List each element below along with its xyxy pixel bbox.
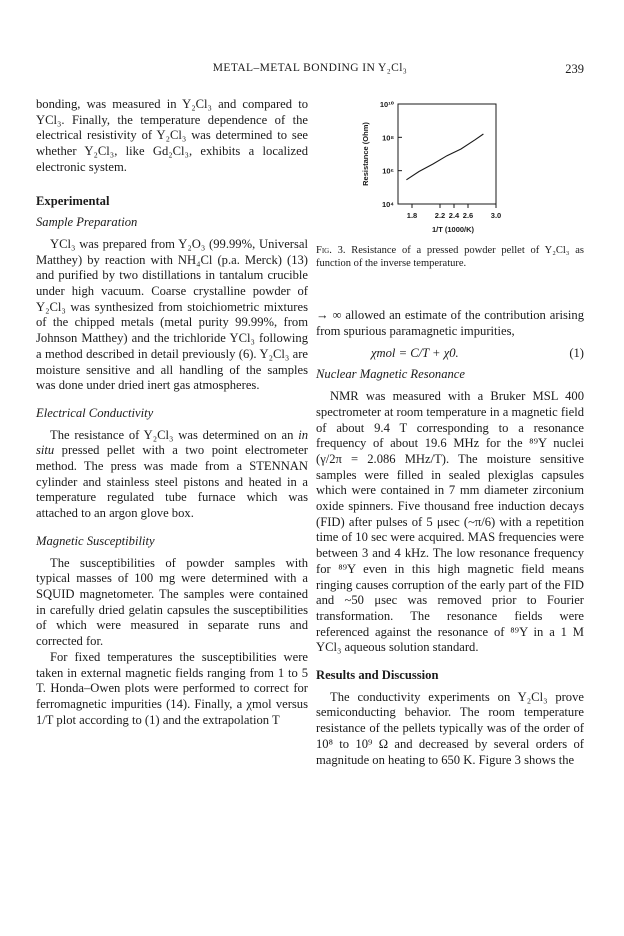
text-run: pressed pellet with a two point electrometer method. The press was made from a STENNAN cylinder and stainless steel pistons and heated in a temperature regulated tube furnace which was attached to an argon glove box. — [36, 443, 308, 521]
paragraph-nmr: NMR was measured with a Bruker MSL 400 spectrometer at room temperature in a magnetic field of about 9.4 T corresponding to a resonance frequency of about 19.6 MHz for the ⁸⁹Y nuclei (γ/2π = 2.086 MHz/T). The moisture sensitive samples were filled in sealed plexiglas capsules which were contained in 7 mm diameter zirconium oxide spinners. Five thousand free induction decays (FID) after pulses of 5 μsec (~π/6) with a repetition time of 10 sec were acquired. MAS frequencies were between 3 and 4 kHz. The low resonance frequency for ⁸⁹Y even in this high magnetic field means ringing causes corruption of the early part of the FID and ~50 μsec was removed prior to Fourier transformation. The resonance fields were referenced against the resonance of ⁸⁹Y in a 1 M YCl₃ aqueous solution standard. — [316, 389, 584, 655]
y-tick-label: 10⁴ — [381, 200, 394, 209]
figure-3 — [316, 92, 584, 302]
paragraph-continuation: → ∞ allowed an estimate of the contribution arising from spurious paramagnetic impurities, — [316, 308, 584, 338]
left-column — [36, 97, 308, 728]
y-tick-label: 10⁸ — [382, 133, 394, 143]
text-run: The resistance of Y₂Cl₃ was determined on an — [50, 427, 299, 442]
x-tick-label: 2.4 — [448, 211, 460, 220]
page-header — [36, 62, 584, 78]
series-line — [406, 134, 483, 180]
subheading-nmr: Nuclear Magnetic Resonance — [316, 367, 465, 382]
figure-label: Fig. 3. — [316, 245, 346, 256]
equation-body: χmol = C/T + χ0. — [371, 346, 459, 361]
x-tick-label: 2.2 — [434, 211, 446, 220]
subheading-magnetic-susceptibility: Magnetic Susceptibility — [36, 533, 155, 548]
page-number: 239 — [565, 62, 584, 76]
paragraph-magnetic-susceptibility: The susceptibilities of powder samples with typical masses of 100 mg were determined with a SQUID magnetometer. The samples were contained in carefully dried gelatin capsules the susceptibilities of which were measured in separate runs and corrected for. — [36, 555, 308, 649]
x-tick-label: 1.8 — [406, 211, 418, 220]
paragraph-results: The conductivity experiments on Y₂Cl₃ prove semiconducting behavior. The room temperature resistance of the pellets typically was of the order of 10⁸ to 10⁹ Ω and decreased by several orders of magnitude on heating to 650 K. Figure 3 shows the — [316, 689, 584, 767]
y-tick-label: 10⁶ — [382, 166, 394, 176]
section-heading-results: Results and Discussion — [316, 668, 439, 683]
subheading-sample-preparation: Sample Preparation — [36, 215, 138, 230]
figure-caption-text: Resistance of a pressed powder pellet of Y₂Cl₃ as function of the inverse temperature. — [316, 245, 584, 269]
x-tick-label: 2.6 — [462, 211, 474, 220]
x-tick-label: 3.0 — [490, 211, 502, 220]
section-heading-experimental: Experimental — [36, 193, 110, 208]
y-axis-label: Resistance (Ohm) — [361, 122, 370, 186]
plot-frame — [398, 104, 496, 204]
figure-caption — [316, 244, 584, 270]
x-axis-label: 1/T (1000/K) — [431, 225, 475, 234]
resistance-chart — [316, 92, 584, 242]
subheading-electrical-conductivity: Electrical Conductivity — [36, 405, 154, 420]
right-column — [316, 308, 584, 768]
equation-number: (1) — [569, 346, 584, 361]
intro-paragraph: bonding, was measured in Y₂Cl₃ and compared to YCl₃. Finally, the temperature dependence of the electrical resistivity of Y₂Cl₃ was determined to see whether Y₂Cl₃, like Gd₂Cl₃, exhibits a localized electronic system. — [36, 97, 308, 174]
running-head: METAL–METAL BONDING IN Y₂Cl₃ — [212, 62, 408, 74]
paragraph-electrical-conductivity — [36, 428, 308, 522]
paragraph-fixed-temperatures: For fixed temperatures the susceptibilities were taken in external magnetic fields ranging from 1 to 5 T. Honda–Owen plots were performed to correct for ferromagnetic impurities (14). Finally, a χmol versus 1/T plot according to (1) and the extrapolation T — [36, 649, 308, 727]
emphasis-in-situ: in situ — [36, 427, 308, 458]
y-tick-label: 10¹⁰ — [379, 100, 394, 109]
equation-1 — [316, 342, 584, 364]
paragraph-sample-preparation: YCl₃ was prepared from Y₂O₃ (99.99%, Universal Matthey) by reaction with NH₄Cl (p.a. Merck) (13) and purified by two distillations in tantalum crucible under high vacuum. Coarse crystalline powder of Y₂Cl₃ was synthesized from stoichiometric mixtures of the chipped metals (metal purity 99.99%, from Johnson Matthey) and the trichloride YCl₃ following a method described in detail previously (6). Y₂Cl₃ are moisture sensitive and all handling of the samples was done under dried inert gas atmospheres. — [36, 236, 308, 393]
